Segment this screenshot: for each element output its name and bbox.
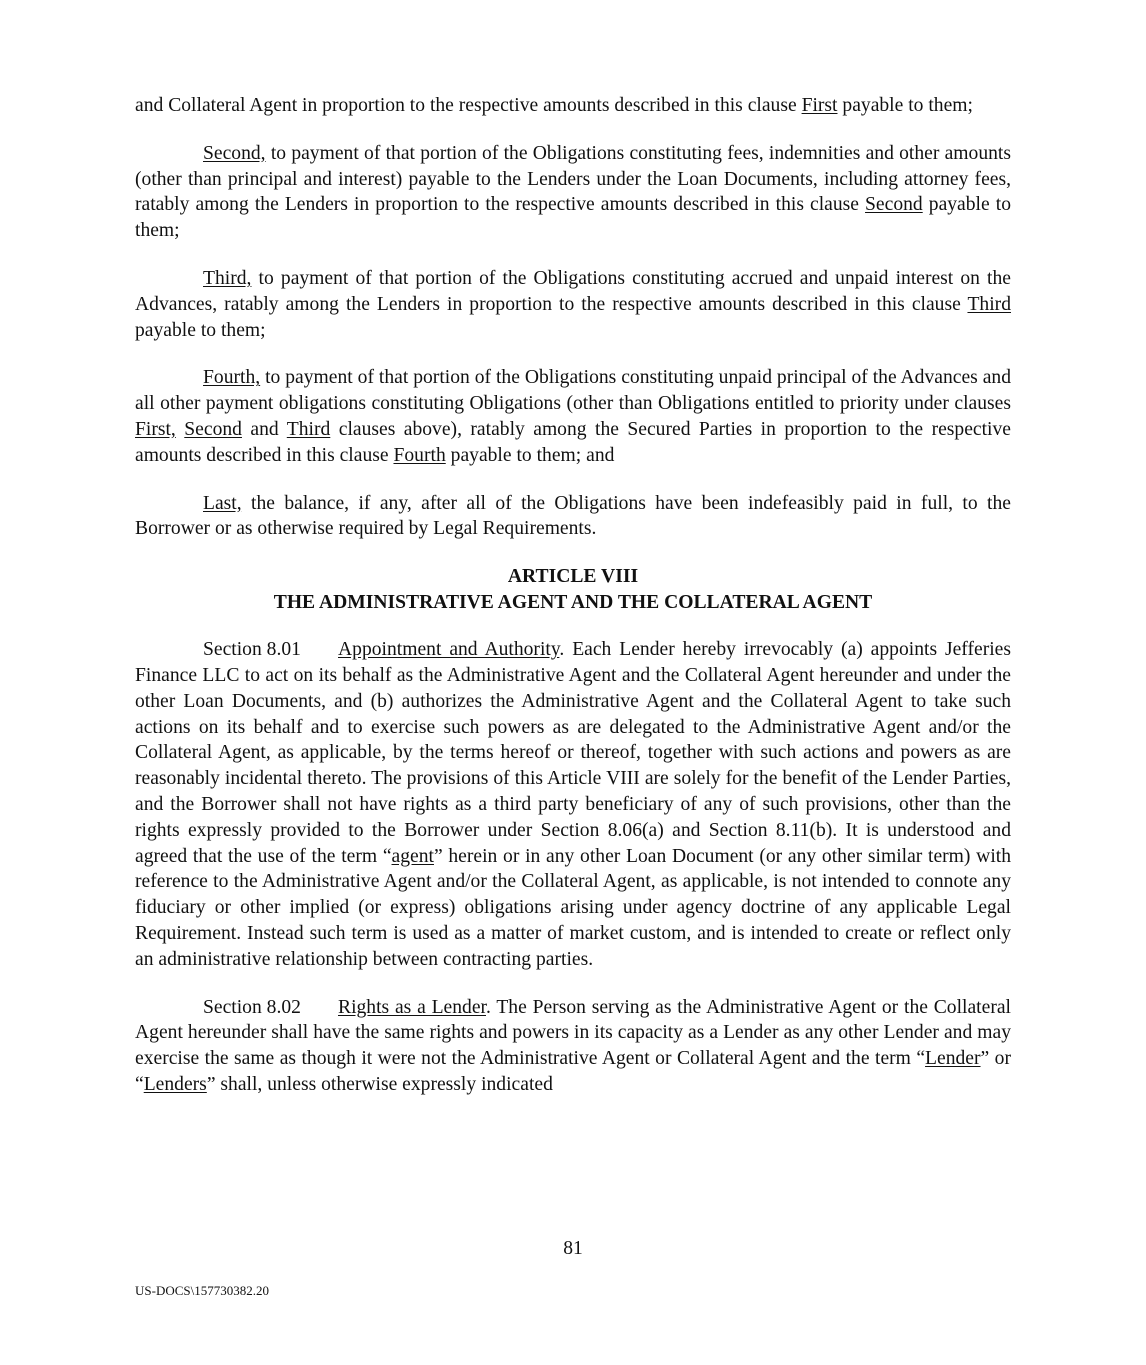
- text-run: payable to them; and: [445, 444, 615, 466]
- text-run: to payment of that portion of the Obligations constituting fees, indemnities and other amounts (other than principal and interest) payable to the Lenders under the Loan Documents, including attorney fees, ratably among the Lenders in proportion to the respective amounts described in this clause: [135, 142, 1011, 216]
- text-run: payable to them;: [837, 95, 973, 116]
- underlined-term: Appointment and Authority: [338, 639, 560, 661]
- text-run: to payment of that portion of the Obligations constituting accrued and unpaid interest on the Advances, ratably among the Lenders in proportion to the respective amounts described in this clause: [135, 267, 1011, 315]
- clause-paragraph: [135, 365, 1011, 468]
- section-paragraph: [135, 995, 1011, 1098]
- text-run: the balance, if any, after all of the Obligations have been indefeasibly paid in full, to the Borrower or as otherwise required by Legal Requirements.: [135, 492, 1011, 540]
- payment-waterfall-clauses: [135, 93, 1011, 542]
- clause-paragraph: [135, 266, 1011, 343]
- text-run: . Each Lender hereby irrevocably (a) appoints Jefferies Finance LLC to act on its behalf as the Administrative Agent and the Collateral Agent hereunder and under the other Loan Documents, and (b) authorizes the Administrative Agent and the Collateral Agent to take such actions on its behalf and to exercise such powers as are delegated to the Administrative Agent and/or the Collateral Agent, as applicable, by the terms hereof or thereof, together with such actions and powers as are reasonably incidental thereto. The provisions of this Article VIII are solely for the benefit of the Lender Parties, and the Borrower shall not have rights as a third party beneficiary of any of such provisions, other than the rights expressly provided to the Borrower under Section 8.06(a) and Section 8.11(b). It is understood and agreed that the use of the term “: [135, 639, 1011, 867]
- text-run: payable to them;: [135, 319, 266, 341]
- underlined-term: Second: [865, 194, 923, 216]
- underlined-term: Second,: [203, 142, 266, 164]
- document-body: [135, 93, 1011, 1120]
- underlined-term: Second: [184, 418, 242, 440]
- article-heading: [135, 564, 1011, 615]
- clause-paragraph: [135, 491, 1011, 543]
- text-run: ” shall, unless otherwise expressly indicated: [206, 1073, 553, 1095]
- text-run: ” herein or in any other Loan Document (or any other similar term) with reference to the Administrative Agent and/or the Collateral Agent, as applicable, is not intended to connote any fiduciary or other implied (or express) obligations arising under agency doctrine of any applicable Legal Requirement. Instead such term is used as a matter of market custom, and is intended to create or reflect only an administrative relationship between contracting parties.: [135, 845, 1012, 970]
- article-sections: [135, 637, 1011, 1098]
- clause-paragraph: [135, 93, 1011, 119]
- underlined-term: Third: [967, 293, 1011, 315]
- clause-paragraph: [135, 141, 1011, 244]
- underlined-term: First,: [135, 418, 176, 440]
- section-number: Section 8.01: [203, 639, 301, 661]
- document-id: US-DOCS\157730382.20: [135, 1283, 269, 1298]
- page-number: 81: [563, 1238, 583, 1259]
- text-run: to payment of that portion of the Obligations constituting unpaid principal of the Advances and all other payment obligations constituting Obligations (other than Obligations entitled to priority under clauses: [135, 367, 1011, 415]
- underlined-term: Fourth: [393, 444, 446, 466]
- underlined-term: Fourth,: [203, 367, 261, 389]
- article-title: THE ADMINISTRATIVE AGENT AND THE COLLATERAL AGENT: [273, 591, 873, 613]
- text-run: clauses above), ratably among the Secured Parties in proportion to the respective amounts described in this clause: [135, 418, 1011, 466]
- underlined-term: Lender: [925, 1048, 981, 1070]
- text-run: payable to them;: [135, 194, 1011, 242]
- underlined-term: Lenders: [143, 1073, 207, 1095]
- article-number: ARTICLE VIII: [507, 566, 639, 588]
- text-run: and Collateral Agent in proportion to the respective amounts described in this clause: [135, 95, 802, 116]
- section-number: Section 8.02: [203, 996, 301, 1018]
- underlined-term: Third,: [203, 267, 252, 289]
- underlined-term: Last,: [203, 492, 242, 514]
- text-run: and: [241, 418, 287, 440]
- underlined-term: First: [801, 95, 838, 116]
- underlined-term: Third: [286, 418, 331, 440]
- underlined-term: agent: [391, 845, 434, 867]
- text-run: ” or “: [135, 1048, 1011, 1095]
- underlined-term: Rights as a Lender: [338, 996, 486, 1018]
- text-run: . The Person serving as the Administrative Agent or the Collateral Agent hereunder shall have the same rights and powers in its capacity as a Lender as any other Lender and may exercise the same as though it were not the Administrative Agent or Collateral Agent and the term “: [135, 996, 1011, 1070]
- section-paragraph: [135, 637, 1011, 972]
